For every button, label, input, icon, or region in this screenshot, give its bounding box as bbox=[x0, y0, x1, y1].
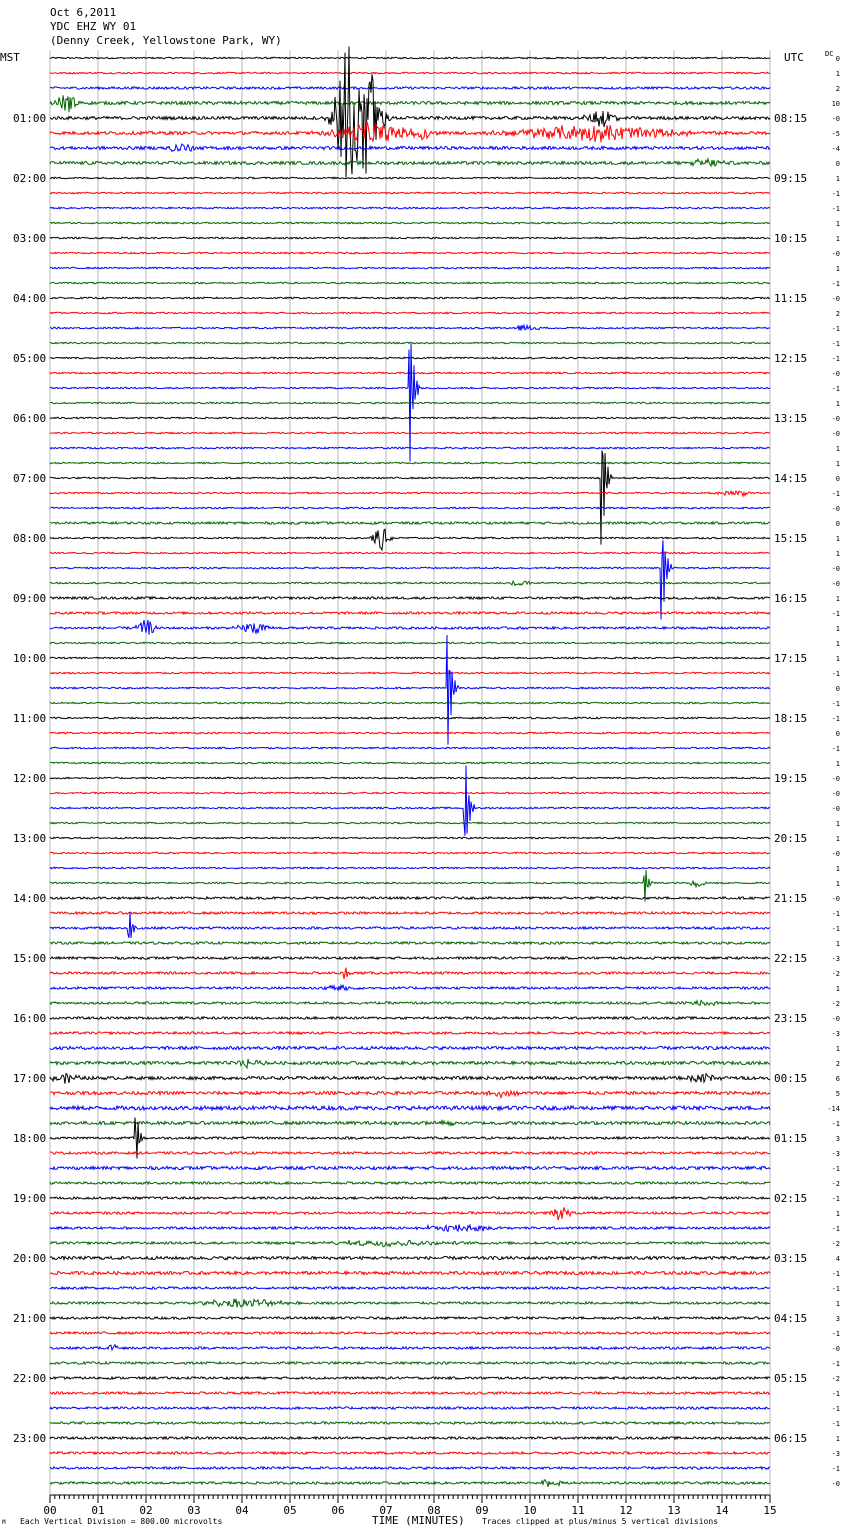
dc-offset: -0 bbox=[831, 115, 840, 123]
trace-60 bbox=[50, 957, 770, 959]
left-hour-label: 19:00 bbox=[13, 1192, 47, 1205]
dc-offset: 1 bbox=[835, 70, 840, 78]
dc-offset: 1 bbox=[835, 1045, 840, 1053]
dc-offset: 1 bbox=[835, 760, 840, 768]
left-hour-label: 20:00 bbox=[13, 1252, 47, 1265]
x-tick-label: 07 bbox=[379, 1504, 393, 1517]
x-tick-label: 04 bbox=[235, 1504, 249, 1517]
trace-87 bbox=[50, 1362, 770, 1364]
trace-63 bbox=[50, 1000, 770, 1005]
trace-95 bbox=[50, 1480, 770, 1487]
right-hour-label: 22:15 bbox=[774, 952, 808, 965]
trace-64 bbox=[50, 1017, 770, 1019]
trace-6 bbox=[50, 144, 770, 151]
trace-71 bbox=[50, 1121, 770, 1126]
left-hour-label: 04:00 bbox=[13, 292, 47, 305]
dc-offset: -1 bbox=[831, 205, 840, 213]
trace-31 bbox=[50, 522, 770, 524]
dc-offset: -0 bbox=[831, 790, 840, 798]
dc-offset: -0 bbox=[831, 895, 840, 903]
trace-83 bbox=[50, 1299, 770, 1308]
left-hour-label: 05:00 bbox=[13, 352, 47, 365]
trace-40 bbox=[50, 657, 770, 659]
trace-28 bbox=[50, 451, 770, 545]
trace-62 bbox=[50, 985, 770, 990]
dc-header: DC bbox=[825, 50, 834, 58]
trace-77 bbox=[50, 1207, 770, 1220]
dc-offset: 0 bbox=[835, 160, 840, 168]
trace-37 bbox=[50, 612, 770, 614]
left-hour-label: 06:00 bbox=[13, 412, 47, 425]
corner-mark: M bbox=[2, 1519, 6, 1526]
x-tick-label: 06 bbox=[331, 1504, 345, 1517]
trace-51 bbox=[50, 822, 770, 824]
dc-offset: -1 bbox=[831, 925, 840, 933]
right-hour-label: 02:15 bbox=[774, 1192, 808, 1205]
dc-offset: 5 bbox=[835, 1090, 840, 1098]
trace-93 bbox=[50, 1452, 770, 1454]
trace-10 bbox=[50, 207, 770, 209]
dc-offset: -0 bbox=[831, 430, 840, 438]
trace-15 bbox=[50, 282, 770, 284]
dc-offset: -2 bbox=[831, 1375, 840, 1383]
dc-offset: -2 bbox=[831, 1180, 840, 1188]
dc-offset: -0 bbox=[831, 850, 840, 858]
trace-13 bbox=[50, 252, 770, 254]
trace-82 bbox=[50, 1287, 770, 1289]
dc-offset: -3 bbox=[831, 1450, 840, 1458]
dc-offset: 0 bbox=[835, 475, 840, 483]
dc-offset: 2 bbox=[835, 85, 840, 93]
right-hour-label: 04:15 bbox=[774, 1312, 808, 1325]
trace-36 bbox=[50, 597, 770, 599]
trace-88 bbox=[50, 1377, 770, 1379]
trace-75 bbox=[50, 1182, 770, 1184]
trace-57 bbox=[50, 912, 770, 914]
dc-offset: -1 bbox=[831, 745, 840, 753]
left-hour-labels bbox=[13, 112, 46, 1445]
left-hour-label: 18:00 bbox=[13, 1132, 47, 1145]
trace-78 bbox=[50, 1224, 770, 1231]
dc-offset: 6 bbox=[835, 1075, 840, 1083]
trace-5 bbox=[50, 122, 770, 142]
dc-offset: -0 bbox=[831, 1015, 840, 1023]
x-tick-label: 08 bbox=[427, 1504, 441, 1517]
trace-41 bbox=[50, 672, 770, 674]
dc-offset: -0 bbox=[831, 580, 840, 588]
dc-offset: 1 bbox=[835, 235, 840, 243]
x-tick-label: 01 bbox=[91, 1504, 105, 1517]
trace-1 bbox=[50, 72, 770, 74]
dc-offset: 1 bbox=[835, 550, 840, 558]
trace-16 bbox=[50, 297, 770, 299]
dc-offset: 1 bbox=[835, 445, 840, 453]
right-hour-label: 01:15 bbox=[774, 1132, 808, 1145]
trace-89 bbox=[50, 1392, 770, 1394]
station-location: (Denny Creek, Yellowstone Park, WY) bbox=[50, 34, 282, 47]
dc-offset: 1 bbox=[835, 820, 840, 828]
trace-0 bbox=[50, 57, 770, 59]
dc-offset: -1 bbox=[831, 1195, 840, 1203]
dc-offset: -1 bbox=[831, 1405, 840, 1413]
right-hour-label: 05:15 bbox=[774, 1372, 808, 1385]
dc-offset: 1 bbox=[835, 985, 840, 993]
vertical-division-note: Each Vertical Division = 800.00 microvolts bbox=[20, 1517, 223, 1526]
left-hour-label: 09:00 bbox=[13, 592, 47, 605]
trace-79 bbox=[50, 1240, 770, 1247]
dc-offset: -1 bbox=[831, 700, 840, 708]
dc-offset: 2 bbox=[835, 310, 840, 318]
dc-offset: -2 bbox=[831, 1000, 840, 1008]
dc-offset: -0 bbox=[831, 1345, 840, 1353]
trace-69 bbox=[50, 1091, 770, 1098]
dc-offset: -3 bbox=[831, 1030, 840, 1038]
trace-29 bbox=[50, 491, 770, 496]
trace-46 bbox=[50, 747, 770, 749]
left-timezone-label: MST bbox=[0, 51, 20, 64]
left-hour-label: 23:00 bbox=[13, 1432, 47, 1445]
dc-offset: 10 bbox=[831, 100, 840, 108]
dc-offset: -0 bbox=[831, 370, 840, 378]
dc-offset: 3 bbox=[835, 1315, 840, 1323]
dc-offset: -0 bbox=[831, 565, 840, 573]
dc-offset: -1 bbox=[831, 490, 840, 498]
trace-9 bbox=[50, 192, 770, 194]
dc-offset: 1 bbox=[835, 625, 840, 633]
left-hour-label: 16:00 bbox=[13, 1012, 47, 1025]
trace-20 bbox=[50, 357, 770, 359]
dc-offset: 1 bbox=[835, 220, 840, 228]
dc-offset: -1 bbox=[831, 355, 840, 363]
trace-67 bbox=[50, 1059, 770, 1068]
trace-44 bbox=[50, 717, 770, 719]
dc-offset: -0 bbox=[831, 415, 840, 423]
right-hour-label: 19:15 bbox=[774, 772, 808, 785]
trace-86 bbox=[50, 1345, 770, 1350]
trace-30 bbox=[50, 507, 770, 509]
dc-offset-labels bbox=[827, 55, 840, 1488]
trace-91 bbox=[50, 1422, 770, 1424]
dc-offset: -1 bbox=[831, 610, 840, 618]
trace-76 bbox=[50, 1197, 770, 1199]
dc-offset: -1 bbox=[831, 1120, 840, 1128]
right-hour-label: 10:15 bbox=[774, 232, 808, 245]
dc-offset: -1 bbox=[831, 1330, 840, 1338]
dc-offset: -1 bbox=[831, 910, 840, 918]
right-hour-label: 23:15 bbox=[774, 1012, 808, 1025]
trace-39 bbox=[50, 642, 770, 644]
trace-47 bbox=[50, 762, 770, 764]
trace-48 bbox=[50, 777, 770, 779]
dc-offset: 0 bbox=[835, 520, 840, 528]
dc-offset: 1 bbox=[835, 595, 840, 603]
dc-offset: -1 bbox=[831, 1360, 840, 1368]
trace-80 bbox=[50, 1256, 770, 1259]
trace-50 bbox=[50, 765, 770, 835]
dc-offset: -0 bbox=[831, 775, 840, 783]
dc-offset: 3 bbox=[835, 1135, 840, 1143]
x-tick-label: 09 bbox=[475, 1504, 489, 1517]
dc-offset: -1 bbox=[831, 385, 840, 393]
dc-offset: 1 bbox=[835, 1210, 840, 1218]
trace-53 bbox=[50, 852, 770, 854]
dc-offset: 0 bbox=[835, 55, 840, 63]
trace-56 bbox=[50, 897, 770, 899]
trace-73 bbox=[50, 1152, 770, 1154]
trace-52 bbox=[50, 837, 770, 839]
trace-group bbox=[50, 46, 770, 1486]
trace-94 bbox=[50, 1467, 770, 1469]
dc-offset: 4 bbox=[835, 1255, 840, 1263]
dc-offset: 1 bbox=[835, 865, 840, 873]
dc-offset: 1 bbox=[835, 1435, 840, 1443]
dc-offset: -2 bbox=[831, 970, 840, 978]
dc-offset: 1 bbox=[835, 940, 840, 948]
station-code: YDC EHZ WY 01 bbox=[50, 20, 137, 33]
trace-38 bbox=[50, 620, 770, 635]
right-hour-label: 06:15 bbox=[774, 1432, 808, 1445]
dc-offset: -1 bbox=[831, 1270, 840, 1278]
left-hour-label: 17:00 bbox=[13, 1072, 47, 1085]
dc-offset: -1 bbox=[831, 1225, 840, 1233]
dc-offset: 1 bbox=[835, 835, 840, 843]
x-tick-label: 05 bbox=[283, 1504, 297, 1517]
dc-offset: -1 bbox=[831, 325, 840, 333]
dc-offset: -1 bbox=[831, 190, 840, 198]
dc-offset: -0 bbox=[831, 1480, 840, 1488]
trace-27 bbox=[50, 462, 770, 464]
dc-offset: -1 bbox=[831, 715, 840, 723]
dc-offset: -1 bbox=[831, 670, 840, 678]
right-hour-label: 14:15 bbox=[774, 472, 808, 485]
trace-32 bbox=[50, 529, 770, 550]
dc-offset: 2 bbox=[835, 1060, 840, 1068]
trace-8 bbox=[50, 177, 770, 179]
right-hour-label: 03:15 bbox=[774, 1252, 808, 1265]
dc-offset: -0 bbox=[831, 295, 840, 303]
dc-offset: 1 bbox=[835, 880, 840, 888]
dc-offset: 1 bbox=[835, 640, 840, 648]
dc-offset: -0 bbox=[831, 805, 840, 813]
clipping-note: Traces clipped at plus/minus 5 vertical divisions bbox=[482, 1517, 719, 1526]
dc-offset: -4 bbox=[831, 145, 840, 153]
trace-12 bbox=[50, 237, 770, 239]
left-hour-label: 21:00 bbox=[13, 1312, 47, 1325]
right-hour-label: 00:15 bbox=[774, 1072, 808, 1085]
x-tick-label: 12 bbox=[619, 1504, 633, 1517]
left-hour-label: 10:00 bbox=[13, 652, 47, 665]
trace-70 bbox=[50, 1106, 770, 1110]
left-hour-label: 12:00 bbox=[13, 772, 47, 785]
trace-18 bbox=[50, 325, 770, 330]
trace-21 bbox=[50, 372, 770, 374]
right-hour-label: 20:15 bbox=[774, 832, 808, 845]
dc-offset: -1 bbox=[831, 1285, 840, 1293]
x-tick-label: 10 bbox=[523, 1504, 537, 1517]
trace-43 bbox=[50, 702, 770, 704]
dc-offset: -5 bbox=[831, 130, 840, 138]
trace-19 bbox=[50, 342, 770, 344]
dc-offset: 1 bbox=[835, 265, 840, 273]
trace-84 bbox=[50, 1317, 770, 1319]
dc-offset: -3 bbox=[831, 1150, 840, 1158]
x-tick-label: 14 bbox=[715, 1504, 729, 1517]
dc-offset: -2 bbox=[831, 1240, 840, 1248]
right-hour-label: 17:15 bbox=[774, 652, 808, 665]
dc-offset: -1 bbox=[831, 1390, 840, 1398]
dc-offset: 1 bbox=[835, 535, 840, 543]
x-tick-label: 02 bbox=[139, 1504, 153, 1517]
right-hour-label: 13:15 bbox=[774, 412, 808, 425]
dc-offset: -1 bbox=[831, 1165, 840, 1173]
x-axis-title: TIME (MINUTES) bbox=[372, 1514, 465, 1527]
right-hour-label: 09:15 bbox=[774, 172, 808, 185]
trace-4 bbox=[50, 46, 770, 177]
dc-offset: -0 bbox=[831, 250, 840, 258]
left-hour-label: 14:00 bbox=[13, 892, 47, 905]
dc-offset: -1 bbox=[831, 280, 840, 288]
left-hour-label: 07:00 bbox=[13, 472, 47, 485]
trace-68 bbox=[50, 1074, 770, 1084]
x-tick-label: 00 bbox=[43, 1504, 57, 1517]
dc-offset: -1 bbox=[831, 1420, 840, 1428]
x-tick-label: 11 bbox=[571, 1504, 585, 1517]
dc-offset: -14 bbox=[827, 1105, 840, 1113]
x-tick-label: 03 bbox=[187, 1504, 201, 1517]
left-hour-label: 15:00 bbox=[13, 952, 47, 965]
dc-offset: 0 bbox=[835, 730, 840, 738]
trace-58 bbox=[50, 912, 770, 938]
left-hour-label: 08:00 bbox=[13, 532, 47, 545]
trace-65 bbox=[50, 1032, 770, 1034]
left-hour-label: 02:00 bbox=[13, 172, 47, 185]
dc-offset: -3 bbox=[831, 955, 840, 963]
dc-offset: 1 bbox=[835, 655, 840, 663]
trace-61 bbox=[50, 968, 770, 979]
dc-offset: -1 bbox=[831, 1465, 840, 1473]
dc-offset: 0 bbox=[835, 685, 840, 693]
trace-92 bbox=[50, 1437, 770, 1439]
right-hour-label: 15:15 bbox=[774, 532, 808, 545]
chart-date: Oct 6,2011 bbox=[50, 6, 117, 19]
right-hour-label: 12:15 bbox=[774, 352, 808, 365]
trace-2 bbox=[50, 87, 770, 89]
trace-66 bbox=[50, 1046, 770, 1049]
left-hour-label: 11:00 bbox=[13, 712, 47, 725]
right-hour-label: 21:15 bbox=[774, 892, 808, 905]
left-hour-label: 01:00 bbox=[13, 112, 47, 125]
trace-14 bbox=[50, 267, 770, 269]
right-hour-label: 11:15 bbox=[774, 292, 808, 305]
trace-45 bbox=[50, 732, 770, 734]
trace-7 bbox=[50, 159, 770, 166]
trace-42 bbox=[50, 635, 770, 745]
dc-offset: -1 bbox=[831, 340, 840, 348]
trace-59 bbox=[50, 942, 770, 944]
trace-85 bbox=[50, 1332, 770, 1334]
right-timezone-label: UTC bbox=[784, 51, 804, 64]
dc-offset: -0 bbox=[831, 505, 840, 513]
x-tick-label: 15 bbox=[763, 1504, 777, 1517]
trace-11 bbox=[50, 222, 770, 224]
trace-81 bbox=[50, 1271, 770, 1274]
dc-offset: 1 bbox=[835, 1300, 840, 1308]
x-tick-label: 13 bbox=[667, 1504, 681, 1517]
trace-54 bbox=[50, 867, 770, 869]
dc-offset: 1 bbox=[835, 175, 840, 183]
dc-offset: 1 bbox=[835, 400, 840, 408]
time-grid bbox=[50, 50, 770, 1495]
right-hour-label: 18:15 bbox=[774, 712, 808, 725]
trace-3 bbox=[50, 95, 770, 112]
left-hour-label: 03:00 bbox=[13, 232, 47, 245]
trace-49 bbox=[50, 792, 770, 794]
trace-90 bbox=[50, 1407, 770, 1409]
trace-17 bbox=[50, 312, 770, 314]
dc-offset: 1 bbox=[835, 460, 840, 468]
right-hour-labels bbox=[774, 112, 807, 1445]
right-hour-label: 16:15 bbox=[774, 592, 808, 605]
trace-74 bbox=[50, 1166, 770, 1169]
right-hour-label: 08:15 bbox=[774, 112, 808, 125]
left-hour-label: 22:00 bbox=[13, 1372, 47, 1385]
left-hour-label: 13:00 bbox=[13, 832, 47, 845]
